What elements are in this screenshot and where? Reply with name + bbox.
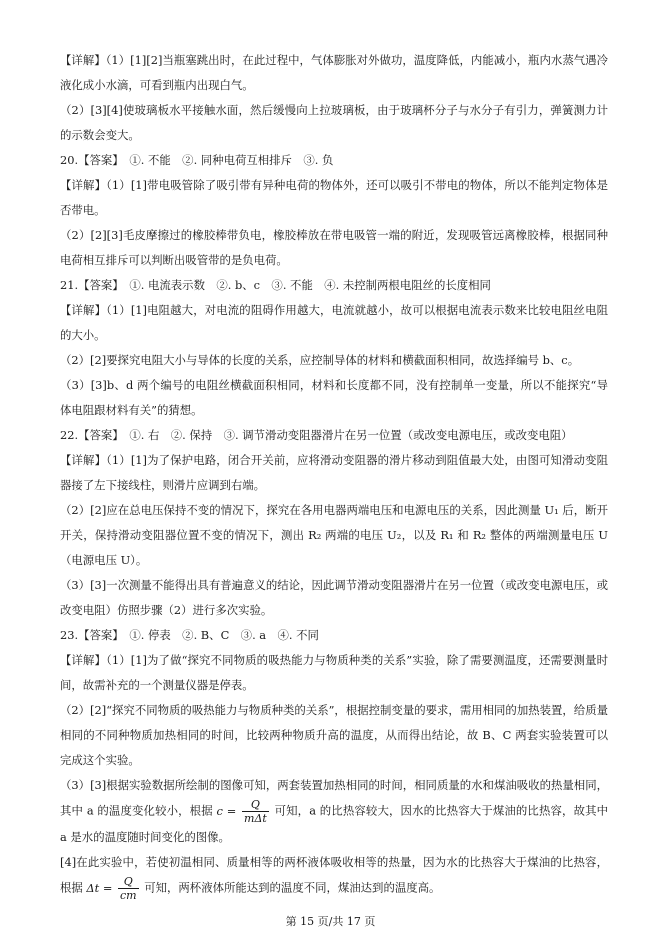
paragraph-text: [4]在此实验中，若使初温相同、质量相等的两杯液体吸收相等的热量，因为水的比热容大于煤油的比热容，根据: [60, 855, 608, 895]
paragraph: 【详解】（1）[1][2]当瓶塞跳出时，在此过程中，气体膨胀对外做功，温度降低，内能减小，瓶内水蒸气遇冷液化成小水滴，可看到瓶内出现白气。: [60, 53, 608, 92]
paragraph: （2）[2]要探究电阻大小与导体的长度的关系，应控制导体的材料和横截面积相同，故选择编号 b、c。: [60, 353, 580, 367]
paragraph: 【详解】（1）[1]电阻越大，对电流的阻碍作用越大，电流就越小，故可以根据电流表示数来比较电阻丝电阻的大小。: [60, 303, 608, 342]
formula-denominator: cm: [120, 889, 137, 902]
paragraph-with-formula: [60, 773, 608, 850]
page-footer: 第 15 页/共 17 页: [285, 915, 376, 928]
paragraph: （2）[2][3]毛皮摩擦过的橡胶棒带负电，橡胶棒放在带电吸管一端的附近，发现吸管远离橡胶棒，根据同种电荷相互排斥可以判断出吸管带的是负电荷。: [60, 228, 608, 267]
paragraph: 【详解】（1）[1]为了做“探究不同物质的吸热能力与物质种类的关系”实验，除了需要测温度，还需要测量时间，故需补充的一个测量仪器是停表。: [60, 653, 608, 692]
paragraph: （2）[3][4]使玻璃板水平接触水面，然后缓慢向上拉玻璃板，由于玻璃杯分子与水分子有引力，弹簧测力计的示数会变大。: [60, 103, 608, 142]
answer-line-20: 20.【答案】 ①. 不能 ②. 同种电荷互相排斥 ③. 负: [60, 153, 334, 167]
formula-numerator: Q: [242, 798, 269, 812]
paragraph: 【详解】（1）[1]带电吸管除了吸引带有异种电荷的物体外，还可以吸引不带电的物体，所以不能判定物体是否带电。: [60, 178, 608, 217]
paragraph-with-formula: [60, 850, 608, 902]
formula-denominator: mΔt: [244, 812, 267, 825]
answer-line-21: 21.【答案】 ①. 电流表示数 ②. b、c ③. 不能 ④. 未控制两根电阻丝的长度相同: [60, 278, 491, 292]
formula-lhs: Δt =: [86, 880, 113, 895]
paragraph: （3）[3]一次测量不能得出具有普遍意义的结论，因此调节滑动变阻器滑片在另一位置（或改变电源电压，或改变电阻）仿照步骤（2）进行多次实验。: [60, 578, 608, 617]
formula-fraction: [242, 798, 269, 825]
paragraph: （2）[2]应在总电压保持不变的情况下，探究在各用电器两端电压和电源电压的关系，因此测量 U₁ 后，断开开关，保持滑动变阻器位置不变的情况下，测出 R₂ 两端的电压 U₂，以及 R₁ 和 R₂ 整体的两端测量电压 U（电源电压 U）。: [60, 503, 608, 567]
answer-line-23: 23.【答案】 ①. 停表 ②. B、C ③. a ④. 不同: [60, 628, 319, 642]
paragraph-text: 可知，a 的比热容较大，因水的比热容大于煤油的比热容，故其中 a 是水的温度随时间变化的图像。: [60, 803, 609, 844]
paragraph-text: （3）[3]根据实验数据所绘制的图像可知，两套装置加热相同的时间，相同质量的水和煤油吸收的热量相同，其中 a 的温度变化较小，根据: [60, 778, 608, 818]
formula-numerator: Q: [118, 875, 139, 889]
formula-temperature-change: [86, 875, 144, 902]
formula-fraction: [118, 875, 139, 902]
paragraph: 【详解】（1）[1]为了保护电路，闭合开关前，应将滑动变阻器的滑片移动到阻值最大处，由图可知滑动变阻器接了左下接线柱，则滑片应调到右端。: [60, 453, 608, 492]
paragraph-text: 可知，两杯液体所能达到的温度不同，煤油达到的温度高。: [144, 880, 441, 895]
formula-lhs: c =: [216, 803, 237, 818]
formula-specific-heat: [216, 798, 275, 825]
answer-line-22: 22.【答案】 ①. 右 ②. 保持 ③. 调节滑动变阻器滑片在另一位置（或改变电源电压，或改变电阻）: [60, 428, 573, 442]
paragraph: （2）[2]“探究不同物质的吸热能力与物质种类的关系”，根据控制变量的要求，需用相同的加热装置，给质量相同的不同种物质加热相同的时间，比较两种物质升高的温度，从而得出结论，故 B、C 两套实验装置可以完成这个实验。: [60, 703, 608, 767]
page-content: [60, 48, 608, 902]
paragraph: （3）[3]b、d 两个编号的电阻丝横截面积相同，材料和长度都不同，没有控制单一变量，所以不能探究“导体电阻跟材料有关”的猜想。: [60, 378, 608, 417]
